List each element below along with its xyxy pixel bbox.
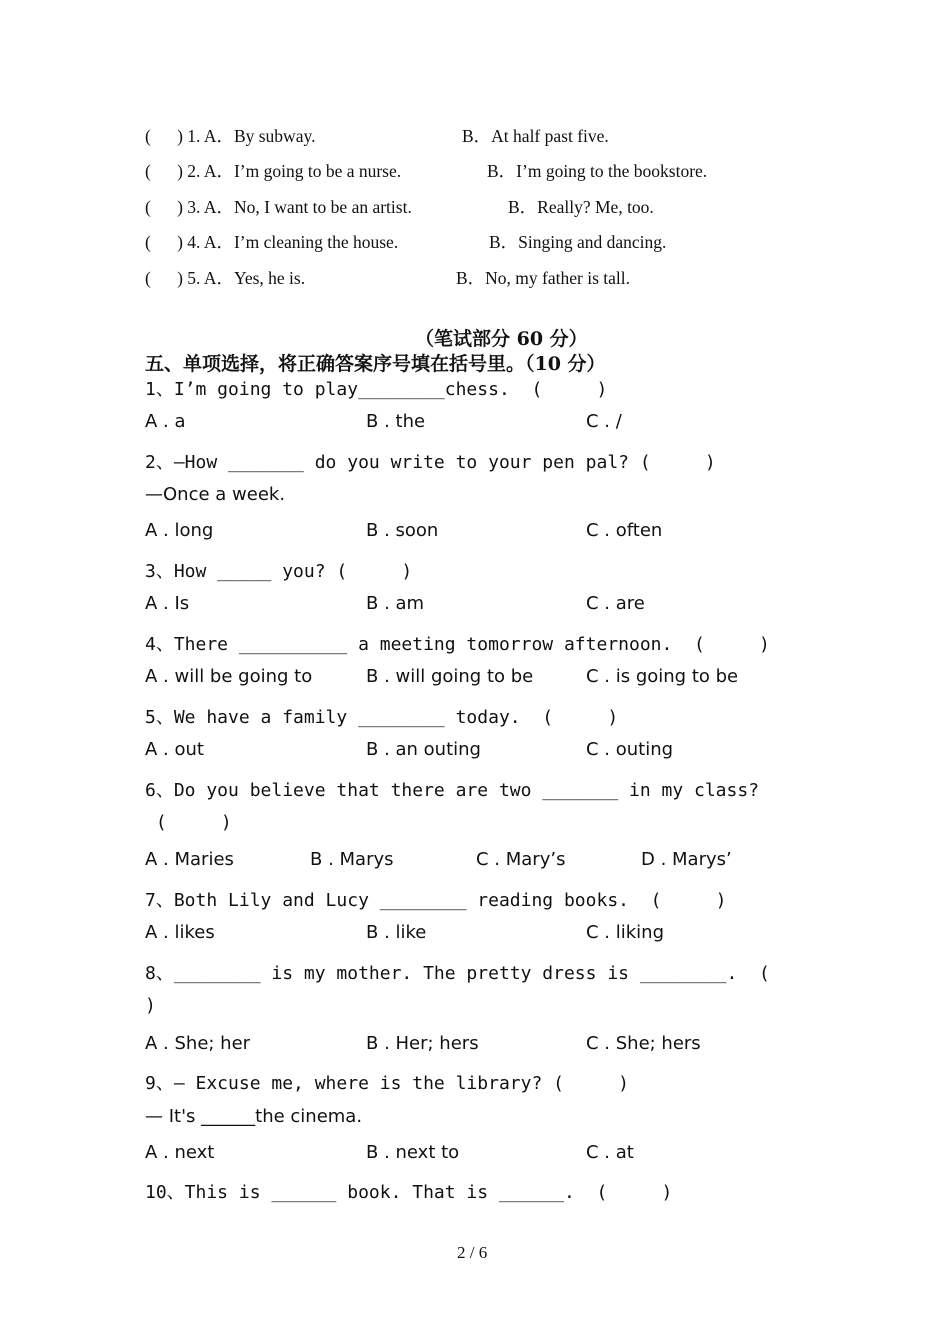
q7-option-a: A . likes — [145, 922, 215, 943]
q5-option-c: C . outing — [586, 739, 674, 760]
q8-option-b: B . Her; hers — [366, 1033, 479, 1054]
q9-option-b: B . next to — [366, 1142, 460, 1163]
q2-answer-line: —Once a week. — [145, 484, 286, 505]
q7-option-b: B . like — [366, 922, 427, 943]
q1-option-c: C . / — [586, 411, 622, 432]
q6-option-c: C . Mary’s — [476, 849, 566, 870]
listening-item-5-b: B．No, my father is tall. — [456, 268, 631, 288]
q8-answer-paren: ) — [145, 995, 156, 1016]
question-4: 4、There __________ a meeting tomorrow afternoon. ( ) — [145, 634, 770, 655]
page-number: 2 / 6 — [457, 1243, 488, 1262]
q2-option-a: A . long — [145, 520, 214, 541]
listening-item-3-a: ( ) 3. A．No, I want to be an artist. — [145, 197, 412, 217]
q9-option-a: A . next — [145, 1142, 215, 1163]
q8-option-c: C . She; hers — [586, 1033, 701, 1054]
question-3: 3、How _____ you? ( ) — [145, 561, 413, 582]
question-1: 1、I’m going to play________chess. ( ) — [145, 379, 608, 400]
q6-option-d: D . Marys’ — [641, 849, 732, 870]
q6-answer-paren: ( ) — [145, 812, 232, 833]
q3-option-a: A . Is — [145, 593, 190, 614]
q7-option-c: C . liking — [586, 922, 664, 943]
listening-item-4-a: ( ) 4. A．I’m cleaning the house. — [145, 232, 399, 252]
q2-option-b: B . soon — [366, 520, 439, 541]
q3-option-b: B . am — [366, 593, 425, 614]
listening-item-1-a: ( ) 1. A．By subway. — [145, 126, 316, 146]
listening-item-1-b: B．At half past five. — [462, 126, 609, 146]
listening-item-2-a: ( ) 2. A．I’m going to be a nurse. — [145, 161, 402, 181]
written-part-title: （笔试部分 60 分） — [415, 328, 588, 350]
q6-option-b: B . Marys — [310, 849, 394, 870]
q8-option-a: A . She; her — [145, 1033, 251, 1054]
listening-item-3-b: B．Really? Me, too. — [508, 197, 654, 217]
question-7: 7、Both Lily and Lucy ________ reading books. ( ) — [145, 890, 727, 911]
q5-option-a: A . out — [145, 739, 204, 760]
q4-option-c: C . is going to be — [586, 666, 739, 687]
q1-option-a: A . a — [145, 411, 186, 432]
q4-option-b: B . will going to be — [366, 666, 534, 687]
question-9: 9、— Excuse me, where is the library? ( ) — [145, 1073, 629, 1094]
q4-option-a: A . will be going to — [145, 666, 313, 687]
q5-option-b: B . an outing — [366, 739, 481, 760]
q1-option-b: B . the — [366, 411, 426, 432]
q9-answer-line: — It's ______the cinema. — [145, 1106, 363, 1127]
question-5: 5、We have a family ________ today. ( ) — [145, 707, 619, 728]
listening-item-2-b: B．I’m going to the bookstore. — [487, 161, 708, 181]
q6-option-a: A . Maries — [145, 849, 234, 870]
listening-item-4-b: B．Singing and dancing. — [489, 232, 667, 252]
question-8: 8、________ is my mother. The pretty dress is ________. ( — [145, 963, 770, 984]
section-5-title: 五、单项选择，将正确答案序号填在括号里。（10 分） — [145, 353, 606, 375]
question-2: 2、—How _______ do you write to your pen pal? ( ) — [145, 452, 716, 473]
listening-item-5-a: ( ) 5. A．Yes, he is. — [145, 268, 306, 288]
question-6: 6、Do you believe that there are two _______ in my class? — [145, 780, 760, 801]
q3-option-c: C . are — [586, 593, 645, 614]
q9-option-c: C . at — [586, 1142, 634, 1163]
question-10: 10、This is ______ book. That is ______. ( ) — [145, 1182, 673, 1203]
q2-option-c: C . often — [586, 520, 663, 541]
